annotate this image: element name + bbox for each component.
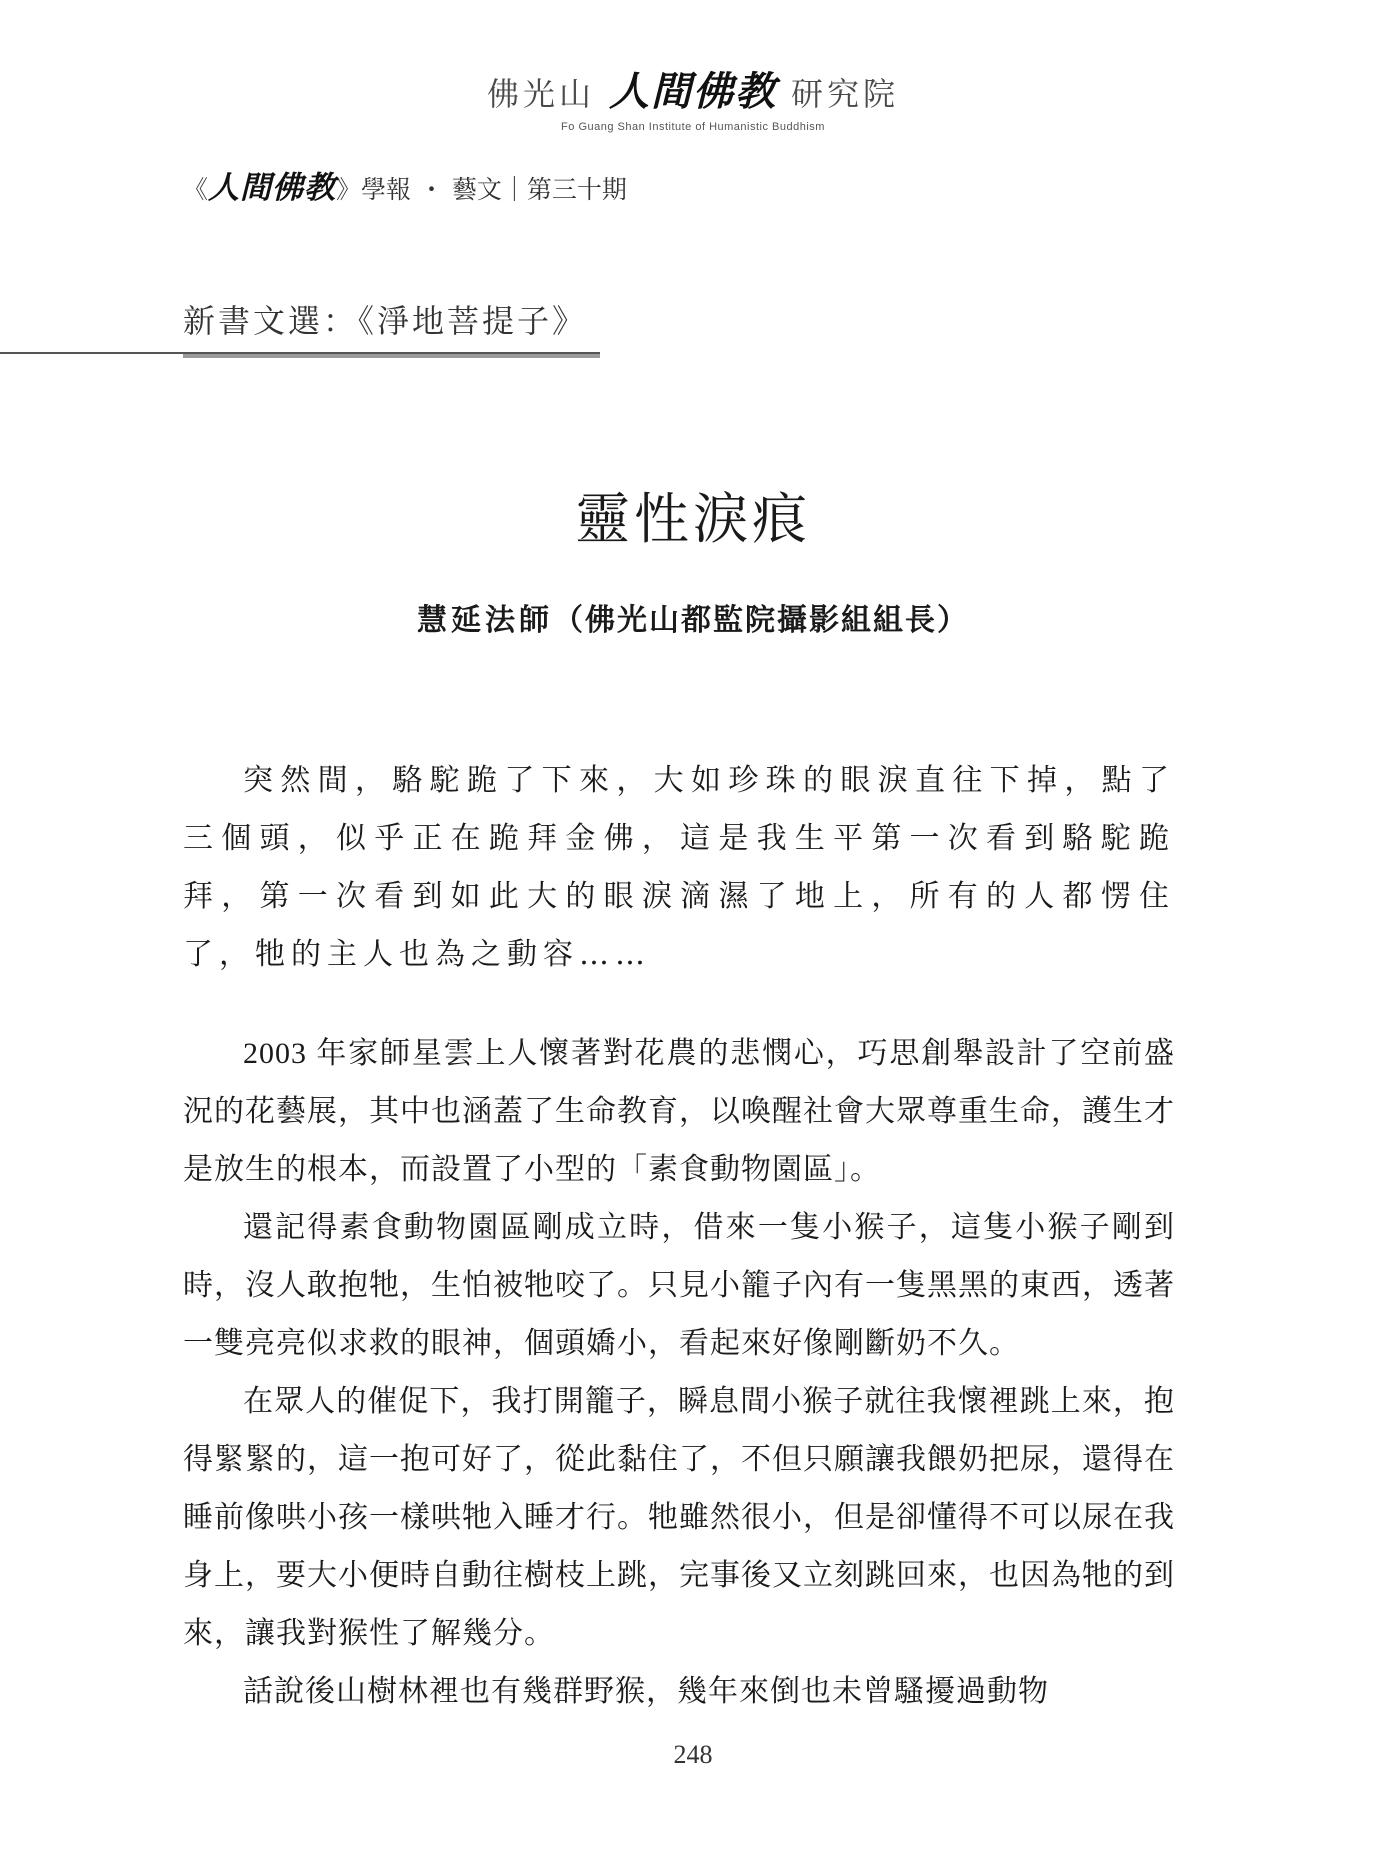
body-paragraph: 2003 年家師星雲上人懷著對花農的悲憫心，巧思創舉設計了空前盛況的花藝展，其中也涵蓋了生命教育，以喚醒社會大眾尊重生命，護生才是放生的根本，而設置了小型的「素食動物園區」。 — [183, 1037, 1175, 1186]
author-line — [0, 595, 1386, 639]
section-title: 新書文選：《淨地菩提子》 — [183, 302, 588, 340]
journal-open-quote: 《 — [183, 175, 209, 204]
institute-brand-logo-text: 人間佛教 — [609, 69, 777, 115]
intro-paragraph: 突然間，駱駝跪了下來，大如珍珠的眼淚直往下掉，點了三個頭，似乎正在跪拜金佛，這是我生平第一次看到駱駝跪拜，第一次看到如此大的眼淚滴濕了地上，所有的人都愣住了，牠的主人也為之動容…… — [183, 763, 1175, 972]
section-underline-bar — [183, 352, 600, 358]
author-affiliation: （佛光山都監院攝影組組長） — [553, 603, 969, 638]
intro-excerpt — [183, 752, 1175, 984]
journal-issue-info: 》學報 ・ 藝文｜第三十期 — [336, 175, 627, 204]
journal-running-head — [183, 162, 627, 207]
body-paragraph: 在眾人的催促下，我打開籠子，瞬息間小猴子就往我懷裡跳上來，抱得緊緊的，這一抱可好了，從此黏住了，不但只願讓我餵奶把尿，還得在睡前像哄小孩一樣哄牠入睡才行。牠雖然很小，但是卻懂得不可以尿在我身上，要大小便時自動往樹枝上跳，完事後又立刻跳回來，也因為牠的到來，讓我對猴性了解幾分。 — [183, 1385, 1175, 1650]
page-number: 248 — [673, 1740, 713, 1769]
institute-header — [0, 60, 1386, 133]
institute-suffix: 研究院 — [791, 75, 900, 113]
institute-name — [487, 60, 899, 117]
body-paragraph: 話說後山樹林裡也有幾群野猴，幾年來倒也未曾騷擾過動物 — [243, 1675, 1049, 1708]
body-paragraph: 還記得素食動物園區剛成立時，借來一隻小猴子，這隻小猴子剛到時，沒人敢抱牠，生怕被牠咬了。只見小籠子內有一隻黑黑的東西，透著一雙亮亮似求救的眼神，個頭嬌小，看起來好像剛斷奶不久。 — [183, 1211, 1175, 1360]
author-name: 慧延法師 — [417, 603, 553, 638]
institute-prefix: 佛光山 — [486, 75, 595, 113]
article-body — [183, 1025, 1175, 1721]
journal-brand-text: 人間佛教 — [208, 170, 337, 206]
article-title: 靈性淚痕 — [574, 487, 811, 551]
institute-english-name: Fo Guang Shan Institute of Humanistic Buddhism — [561, 121, 825, 133]
